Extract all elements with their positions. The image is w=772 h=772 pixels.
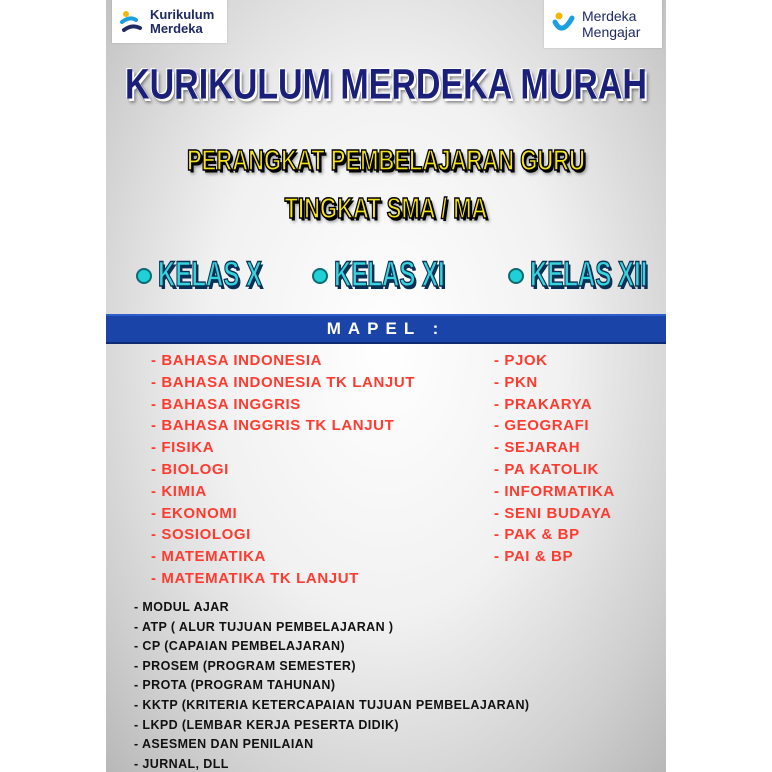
mapel-heading: MAPEL : (106, 314, 666, 344)
list-item: - ASESMEN DAN PENILAIAN (134, 737, 314, 752)
kurikulum-merdeka-logo-icon (118, 8, 146, 36)
mapel-list-left (151, 350, 415, 590)
list-item: - LKPD (LEMBAR KERJA PESERTA DIDIK) (134, 717, 399, 732)
list-item: - ATP ( ALUR TUJUAN PEMBELAJARAN ) (134, 619, 394, 634)
list-item: - JURNAL, DLL (134, 756, 229, 771)
list-item: - SEJARAH (494, 439, 581, 457)
list-item: - PAI & BP (494, 548, 574, 566)
list-item: - SOSIOLOGI (151, 526, 251, 544)
kelas-x (136, 255, 263, 295)
mapel-list-right (494, 350, 615, 568)
list-item: - PROSEM (PROGRAM SEMESTER) (134, 658, 356, 673)
list-item: - PKN (494, 373, 538, 391)
kelas-xii (508, 255, 648, 295)
list-item: - CP (CAPAIAN PEMBELAJARAN) (134, 639, 346, 654)
kelas-xi (312, 255, 445, 295)
logo-left-line2: Merdeka (150, 20, 203, 36)
list-item: - PROTA (PROGRAM TAHUNAN) (134, 678, 336, 693)
logo-right-line2: Mengajar (582, 24, 641, 40)
logo-right-line1: Merdeka (582, 8, 637, 24)
list-item: - GEOGRAFI (494, 417, 590, 435)
subtitle-perangkat: PERANGKAT PEMBELAJARAN GURU (186, 144, 586, 177)
subtitle-tingkat: TINGKAT SMA / MA (284, 192, 488, 225)
kelas-label: KELAS XII (530, 255, 648, 295)
list-item: - MATEMATIKA TK LANJUT (151, 569, 359, 587)
list-item: - KIMIA (151, 482, 207, 500)
list-item: - BAHASA INGGRIS TK LANJUT (151, 417, 395, 435)
kelas-label: KELAS XI (334, 255, 445, 295)
list-item: - BAHASA INDONESIA TK LANJUT (151, 373, 416, 391)
list-item: - SENI BUDAYA (494, 504, 612, 522)
page-title: KURIKULUM MERDEKA MURAH (125, 61, 647, 109)
list-item: - PJOK (494, 352, 548, 369)
list-item: - BAHASA INGGRIS (151, 395, 301, 413)
merdeka-mengajar-logo-icon (550, 10, 578, 38)
bullet-icon (312, 268, 328, 284)
list-item: - PA KATOLIK (494, 460, 599, 478)
bullet-icon (508, 268, 524, 284)
list-item: - BAHASA INDONESIA (151, 352, 323, 369)
kelas-row (106, 255, 666, 306)
kurikulum-merdeka-logo-text (150, 8, 214, 36)
list-item: - PAK & BP (494, 526, 580, 544)
list-item: - EKONOMI (151, 504, 238, 522)
merdeka-mengajar-logo-text (582, 8, 640, 40)
list-item: - MODUL AJAR (134, 600, 230, 614)
list-item: - INFORMATIKA (494, 482, 615, 500)
list-item: - BIOLOGI (151, 460, 229, 478)
kelas-label: KELAS X (158, 255, 263, 295)
list-item: - PRAKARYA (494, 395, 593, 413)
documents-list (134, 598, 529, 772)
list-item: - KKTP (KRITERIA KETERCAPAIAN TUJUAN PEMBELAJARAN) (134, 697, 530, 712)
list-item: - MATEMATIKA (151, 548, 266, 566)
bullet-icon (136, 268, 152, 284)
poster (106, 0, 666, 772)
list-item: - FISIKA (151, 439, 215, 457)
logo-left-line1: Kurikulum (150, 6, 215, 22)
merdeka-mengajar-logo (544, 0, 662, 48)
kurikulum-merdeka-logo (112, 0, 227, 43)
